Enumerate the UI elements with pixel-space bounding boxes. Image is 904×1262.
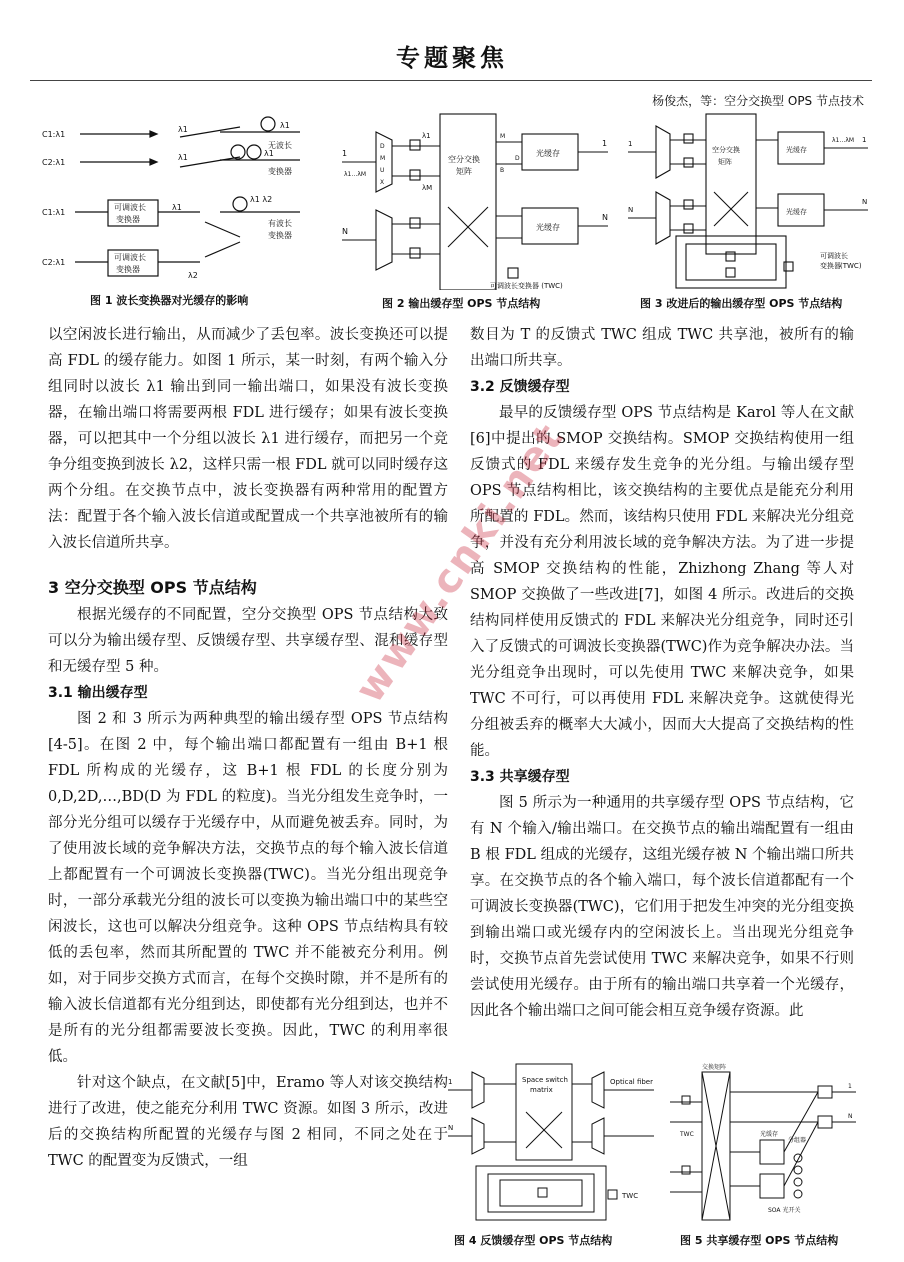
- fig3-label: λ1…λM: [832, 137, 855, 144]
- fig2-label: B: [500, 167, 505, 174]
- fig3-label: 空分交换: [712, 146, 740, 154]
- fig2-label: 光缓存: [536, 223, 560, 232]
- fig2-label: λ1…λM: [344, 171, 367, 178]
- figure-1-caption: 图 1 波长变换器对光缓存的影响: [90, 294, 249, 307]
- fig3-label: 光缓存: [786, 146, 807, 154]
- fig2-label: 1: [342, 149, 348, 158]
- fig3-label: 1: [862, 136, 867, 144]
- fig3-label: 变换器: [820, 262, 841, 270]
- fig2-label: X: [380, 179, 385, 186]
- fig2-label: M: [500, 133, 506, 140]
- fig5-label: TWC: [680, 1131, 694, 1138]
- figure-3-caption: 图 3 改进后的输出缓存型 OPS 节点结构: [640, 297, 843, 310]
- fig3-label: N: [862, 198, 868, 206]
- fig1-label: C1:λ1: [42, 130, 66, 139]
- fig5-label: 光缓存: [760, 1131, 779, 1138]
- fig5-label: 交换矩阵: [702, 1064, 727, 1071]
- fig1-label: 变换器: [116, 265, 140, 274]
- fig3-label: N: [628, 206, 634, 214]
- section-heading: 3 空分交换型 OPS 节点结构: [48, 578, 257, 597]
- fig1-label: 可调波长: [114, 253, 146, 262]
- paragraph: 数目为 T 的反馈式 TWC 组成 TWC 共享池，被所有的输出端口所共享。: [470, 327, 854, 369]
- fig1-label: 变换器: [268, 231, 292, 240]
- watermark: www.cnki.net: [346, 414, 574, 712]
- fig1-label: λ1: [178, 125, 188, 134]
- fig2-label: M: [380, 155, 386, 162]
- fig2-label: D: [515, 155, 520, 162]
- section-banner: 专题聚焦: [396, 44, 508, 72]
- fig1-label: 无波长: [268, 141, 292, 150]
- paragraph: 图 5 所示为一种通用的共享缓存型 OPS 节点结构，它有 N 个输入/输出端口。在交换节点的输出端配置有一组由 B 根 FDL 组成的光缓存，这组光缓存被 N 个输出端口所共享。在交换节点的各个输入端口，每个波长信道都配有一个可调波长变换器(TWC)，它们用于把发生冲突的光分组变换到输出端口或光缓存内的空闲波长上。当出现光分组竞争时，交换节点首先尝试使用 TWC 来解决竞争，如果不行则尝试使用光缓存。由于所有的输出端口共享着一个光缓存，因此各个输出端口之间可能会相互竞争缓存资源。此: [470, 795, 854, 1019]
- figure-5-caption: 图 5 共享缓存型 OPS 节点结构: [680, 1234, 839, 1247]
- fig5-label: N: [848, 1113, 853, 1120]
- fig2-label: λ1: [422, 132, 431, 140]
- fig4-label: TWC: [622, 1192, 639, 1200]
- fig4-label: matrix: [530, 1086, 553, 1094]
- fig1-label: λ1: [280, 121, 290, 130]
- fig1-label: 变换器: [268, 167, 292, 176]
- fig2-label: 光缓存: [536, 149, 560, 158]
- figure-4-diagram: [446, 1062, 656, 1222]
- fig5-label: 1: [848, 1083, 852, 1090]
- subsection-heading: 3.2 反馈缓存型: [470, 379, 570, 395]
- fig1-label: λ1: [178, 153, 188, 162]
- figure-1-diagram: [40, 112, 320, 282]
- fig2-label: D: [380, 143, 385, 150]
- paragraph: 以空闲波长进行输出，从而减少了丢包率。波长变换还可以提高 FDL 的缓存能力。如图 1 所示，某一时刻，有两个输入分组同时以波长 λ1 输出到同一输出端口，如果没有波长变换器，在输出端口将需要两根 FDL 进行缓存；如果有波长变换器，可以把其中一个分组以波长 λ1 进行缓存，而把另一个竞争分组变换到波长 λ2，这样只需一根 FDL 就可以同时缓存这两个分组。在交换节点中，波长变换器有两种常用的配置方法：配置于各个输入波长信道或配置成一个共享池被所有的输入波长信道所共享。: [48, 327, 448, 551]
- fig2-label: λM: [422, 184, 433, 192]
- fig1-label: λ1 λ2: [250, 195, 273, 204]
- fig1-label: λ1: [172, 203, 182, 212]
- left-column: [48, 322, 448, 1174]
- fig5-label: 分组器: [788, 1137, 807, 1144]
- fig3-label: (TWC): [840, 262, 862, 270]
- figure-4-caption: 图 4 反馈缓存型 OPS 节点结构: [454, 1234, 613, 1247]
- figure-5-diagram: [668, 1062, 858, 1222]
- fig1-label: 变换器: [116, 215, 140, 224]
- fig4-label: N: [448, 1124, 454, 1132]
- paragraph: 针对这个缺点，在文献[5]中，Eramo 等人对该交换结构进行了改进，使之能充分利用 TWC 资源。如图 3 所示，改进后的交换结构所配置的光缓存与图 2 相同，不同之处在于 TWC 的配置变为反馈式，一组: [48, 1075, 448, 1169]
- header-rule: [30, 80, 872, 81]
- fig2-label: U: [380, 167, 385, 174]
- subsection-heading: 3.1 输出缓存型: [48, 685, 148, 701]
- figure-2-caption: 图 2 输出缓存型 OPS 节点结构: [382, 297, 541, 310]
- paragraph: 根据光缓存的不同配置，空分交换型 OPS 节点结构大致可以分为输出缓存型、反馈缓存型、共享缓存型、混和缓存型和无缓存型 5 种。: [48, 607, 448, 675]
- figure-2-diagram: [340, 112, 610, 290]
- fig3-label: 光缓存: [786, 208, 807, 216]
- fig2-label: 1: [602, 139, 608, 148]
- fig3-label: 矩阵: [718, 158, 732, 166]
- fig1-label: 可调波长: [114, 203, 146, 212]
- fig2-label: 空分交换: [448, 155, 480, 164]
- running-head: 杨俊杰，等：空分交换型 OPS 节点技术: [652, 94, 864, 108]
- fig1-label: λ1: [264, 149, 274, 158]
- paragraph: 图 2 和 3 所示为两种典型的输出缓存型 OPS 节点结构[4-5]。在图 2 中，每个输出端口都配置有一组由 B+1 根 FDL 所构成的光缓存，这 B+1 根 FDL 的长度分别为 0,D,2D,…,BD(D 为 FDL 的粒度)。当光分组发生竞争时，一部分光分组可以缓存于光缓存中，从而避免被丢弃。同时，为了使用波长域的竞争解决方法，交换节点的每个输入波长信道上都配置有一个可调波长变换器(TWC)。当光分组出现竞争时，一部分承载光分组的波长可以变换为输出端口中的某些空闲波长，这也可以解决分组竞争。这种 OPS 节点结构具有较低的丢包率，然而其所配置的 TWC 并不能被充分利用。例如，对于同步交换方式而言，在每个交换时隙，并不是所有的输入波长信道都有光分组到达，即使都有光分组到达，也并不是所有的光分组都需要波长变换。因此，TWC 的利用率很低。: [48, 711, 448, 1065]
- fig3-label: 1: [628, 140, 633, 148]
- fig4-label: Space switch: [522, 1076, 568, 1084]
- fig3-label: 可调波长: [820, 252, 848, 260]
- fig4-label: 1: [448, 1078, 453, 1086]
- fig2-label: N: [342, 227, 348, 236]
- fig5-label: SOA 光开关: [768, 1207, 801, 1214]
- fig1-label: C1:λ1: [42, 208, 66, 217]
- fig2-label: 矩阵: [456, 167, 472, 176]
- paragraph: 最早的反馈缓存型 OPS 节点结构是 Karol 等人在文献[6]中提出的 SMOP 交换结构。SMOP 交换结构使用一组反馈式的 FDL 来缓存发生竞争的光分组。与输出缓存型 OPS 节点结构相比，该交换结构的主要优点是能充分利用所配置的 FDL。然而，该结构只使用 FDL 来解决光分组竞争，并没有充分利用波长域的竞争解决方法。为了进一步提高 SMOP 交换结构的性能，Zhizhong Zhang 等人对 SMOP 交换做了一些改进[7]，如图 4 所示。改进后的交换结构同样使用反馈式的 FDL 来解决光分组竞争，同时还引入了反馈式的可调波长变换器(TWC)作为竞争解决办法。当光分组竞争出现时，可以先使用 TWC 来解决竞争，如果 TWC 不可行，可以再使用 FDL 来解决竞争。这就使得光分组被丢弃的概率大大减小，因而大大提高了交换结构的性能。: [470, 405, 854, 759]
- fig1-label: 有波长: [268, 219, 292, 228]
- fig1-label: λ2: [188, 271, 198, 280]
- subsection-heading: 3.3 共享缓存型: [470, 769, 570, 785]
- figure-3-diagram: [626, 112, 870, 290]
- fig2-label: 可调波长变换器 (TWC): [490, 282, 563, 290]
- fig1-label: C2:λ1: [42, 158, 66, 167]
- fig1-label: C2:λ1: [42, 258, 66, 267]
- fig4-label: Optical fiber: [610, 1078, 653, 1086]
- fig2-label: N: [602, 213, 608, 222]
